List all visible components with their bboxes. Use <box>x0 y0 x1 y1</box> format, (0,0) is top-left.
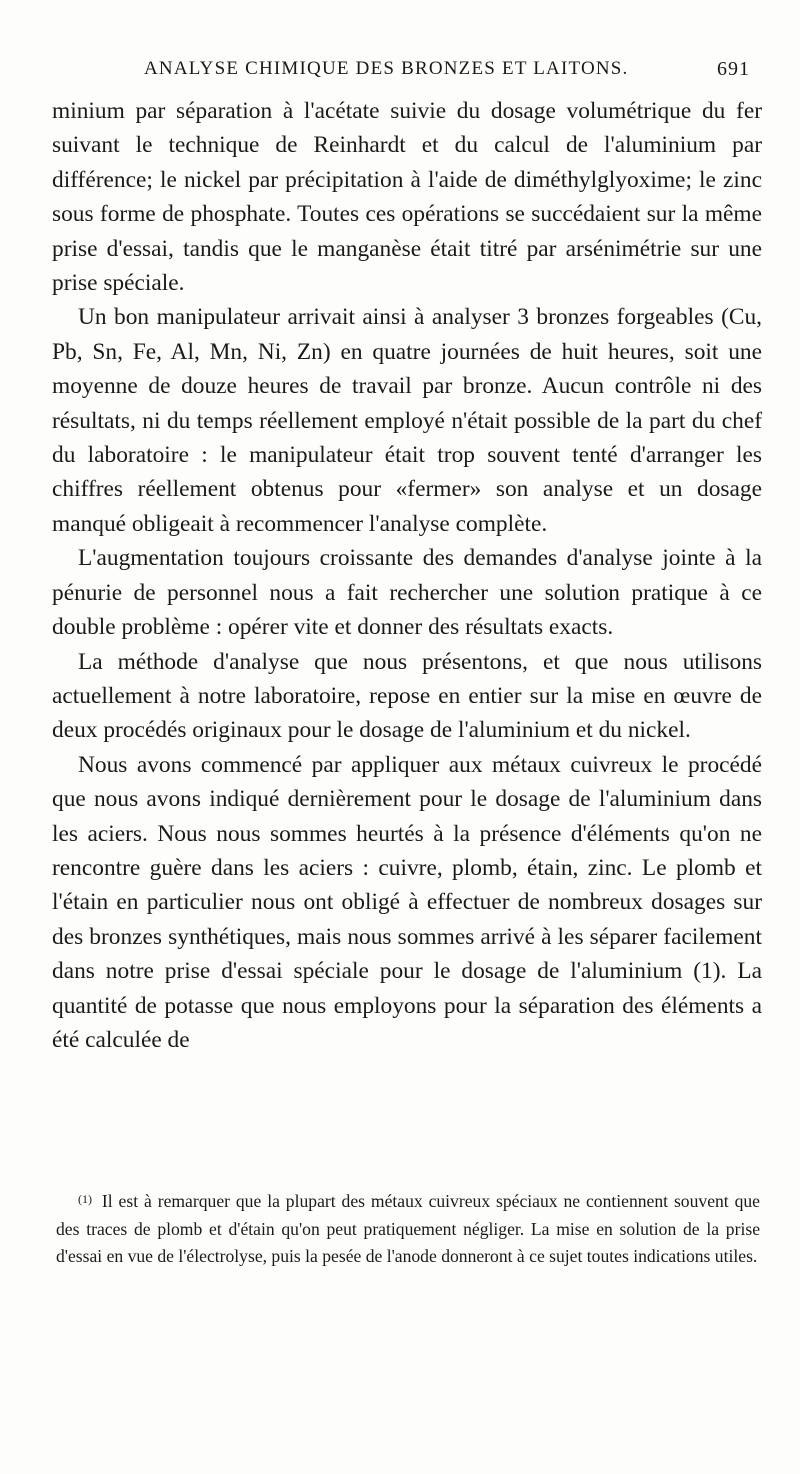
footnote-1 <box>56 1186 760 1271</box>
paragraph-5: Nous avons commencé par appliquer aux métaux cuivreux le procédé que nous avons indiqué dernièrement pour le dosage de l'aluminium dans les aciers. Nous nous sommes heurtés à la présence d'éléments qu'on ne rencontre guère dans les aciers : cuivre, plomb, étain, zinc. Le plomb et l'étain en particulier nous ont obligé à effectuer de nombreux dosages sur des bronzes synthétiques, mais nous sommes arrivé à les séparer facilement dans notre prise d'essai spéciale pour le dosage de l'aluminium (1). La quantité de potasse que nous employons pour la séparation des éléments a été calculée de <box>52 751 762 1053</box>
running-head <box>60 54 760 84</box>
footnote-marker: (1) <box>78 1192 92 1206</box>
footnote-text: Il est à remarquer que la plupart des métaux cuivreux spéciaux ne contiennent souvent que des traces de plomb et d'étain qu'on peut pratiquement négliger. La mise en solution de la prise d'essai en vue de l'électrolyse, puis la pesée de l'anode donneront à ce sujet toutes indications utiles. <box>56 1191 760 1266</box>
footnotes <box>56 1186 760 1271</box>
paragraph-4: La méthode d'analyse que nous présentons, et que nous utilisons actuellement à notre laboratoire, repose en entier sur la mise en œuvre de deux procédés originaux pour le dosage de l'aluminium et du nickel. <box>52 648 762 744</box>
body-text <box>52 94 762 1057</box>
paragraph-2: Un bon manipulateur arrivait ainsi à analyser 3 bronzes forgeables (Cu, Pb, Sn, Fe, Al, Mn, Ni, Zn) en quatre journées de huit heures, soit une moyenne de douze heures de travail par bronze. Aucun contrôle ni des résultats, ni du temps réellement employé n'était possible de la part du chef du laboratoire : le manipulateur était trop souvent tenté d'arranger les chiffres réellement obtenus pour «fermer» son analyse et un dosage manqué obligeait à recommencer l'analyse complète. <box>52 304 762 537</box>
paragraph-1: minium par séparation à l'acétate suivie du dosage volumétrique du fer suivant le technique de Reinhardt et du calcul de l'aluminium par différence; le nickel par précipitation à l'aide de diméthylglyoxime; le zinc sous forme de phosphate. Toutes ces opérations se succédaient sur la même prise d'essai, tandis que le manganèse était titré par arsénimétrie sur une prise spéciale. <box>52 98 762 297</box>
running-title: ANALYSE CHIMIQUE DES BRONZES ET LAITONS. <box>144 58 629 79</box>
page-number: 691 <box>717 58 750 80</box>
paragraph-3: L'augmentation toujours croissante des demandes d'analyse jointe à la pénurie de personnel nous a fait rechercher une solution pratique à ce double problème : opérer vite et donner des résultats exacts. <box>52 545 762 641</box>
